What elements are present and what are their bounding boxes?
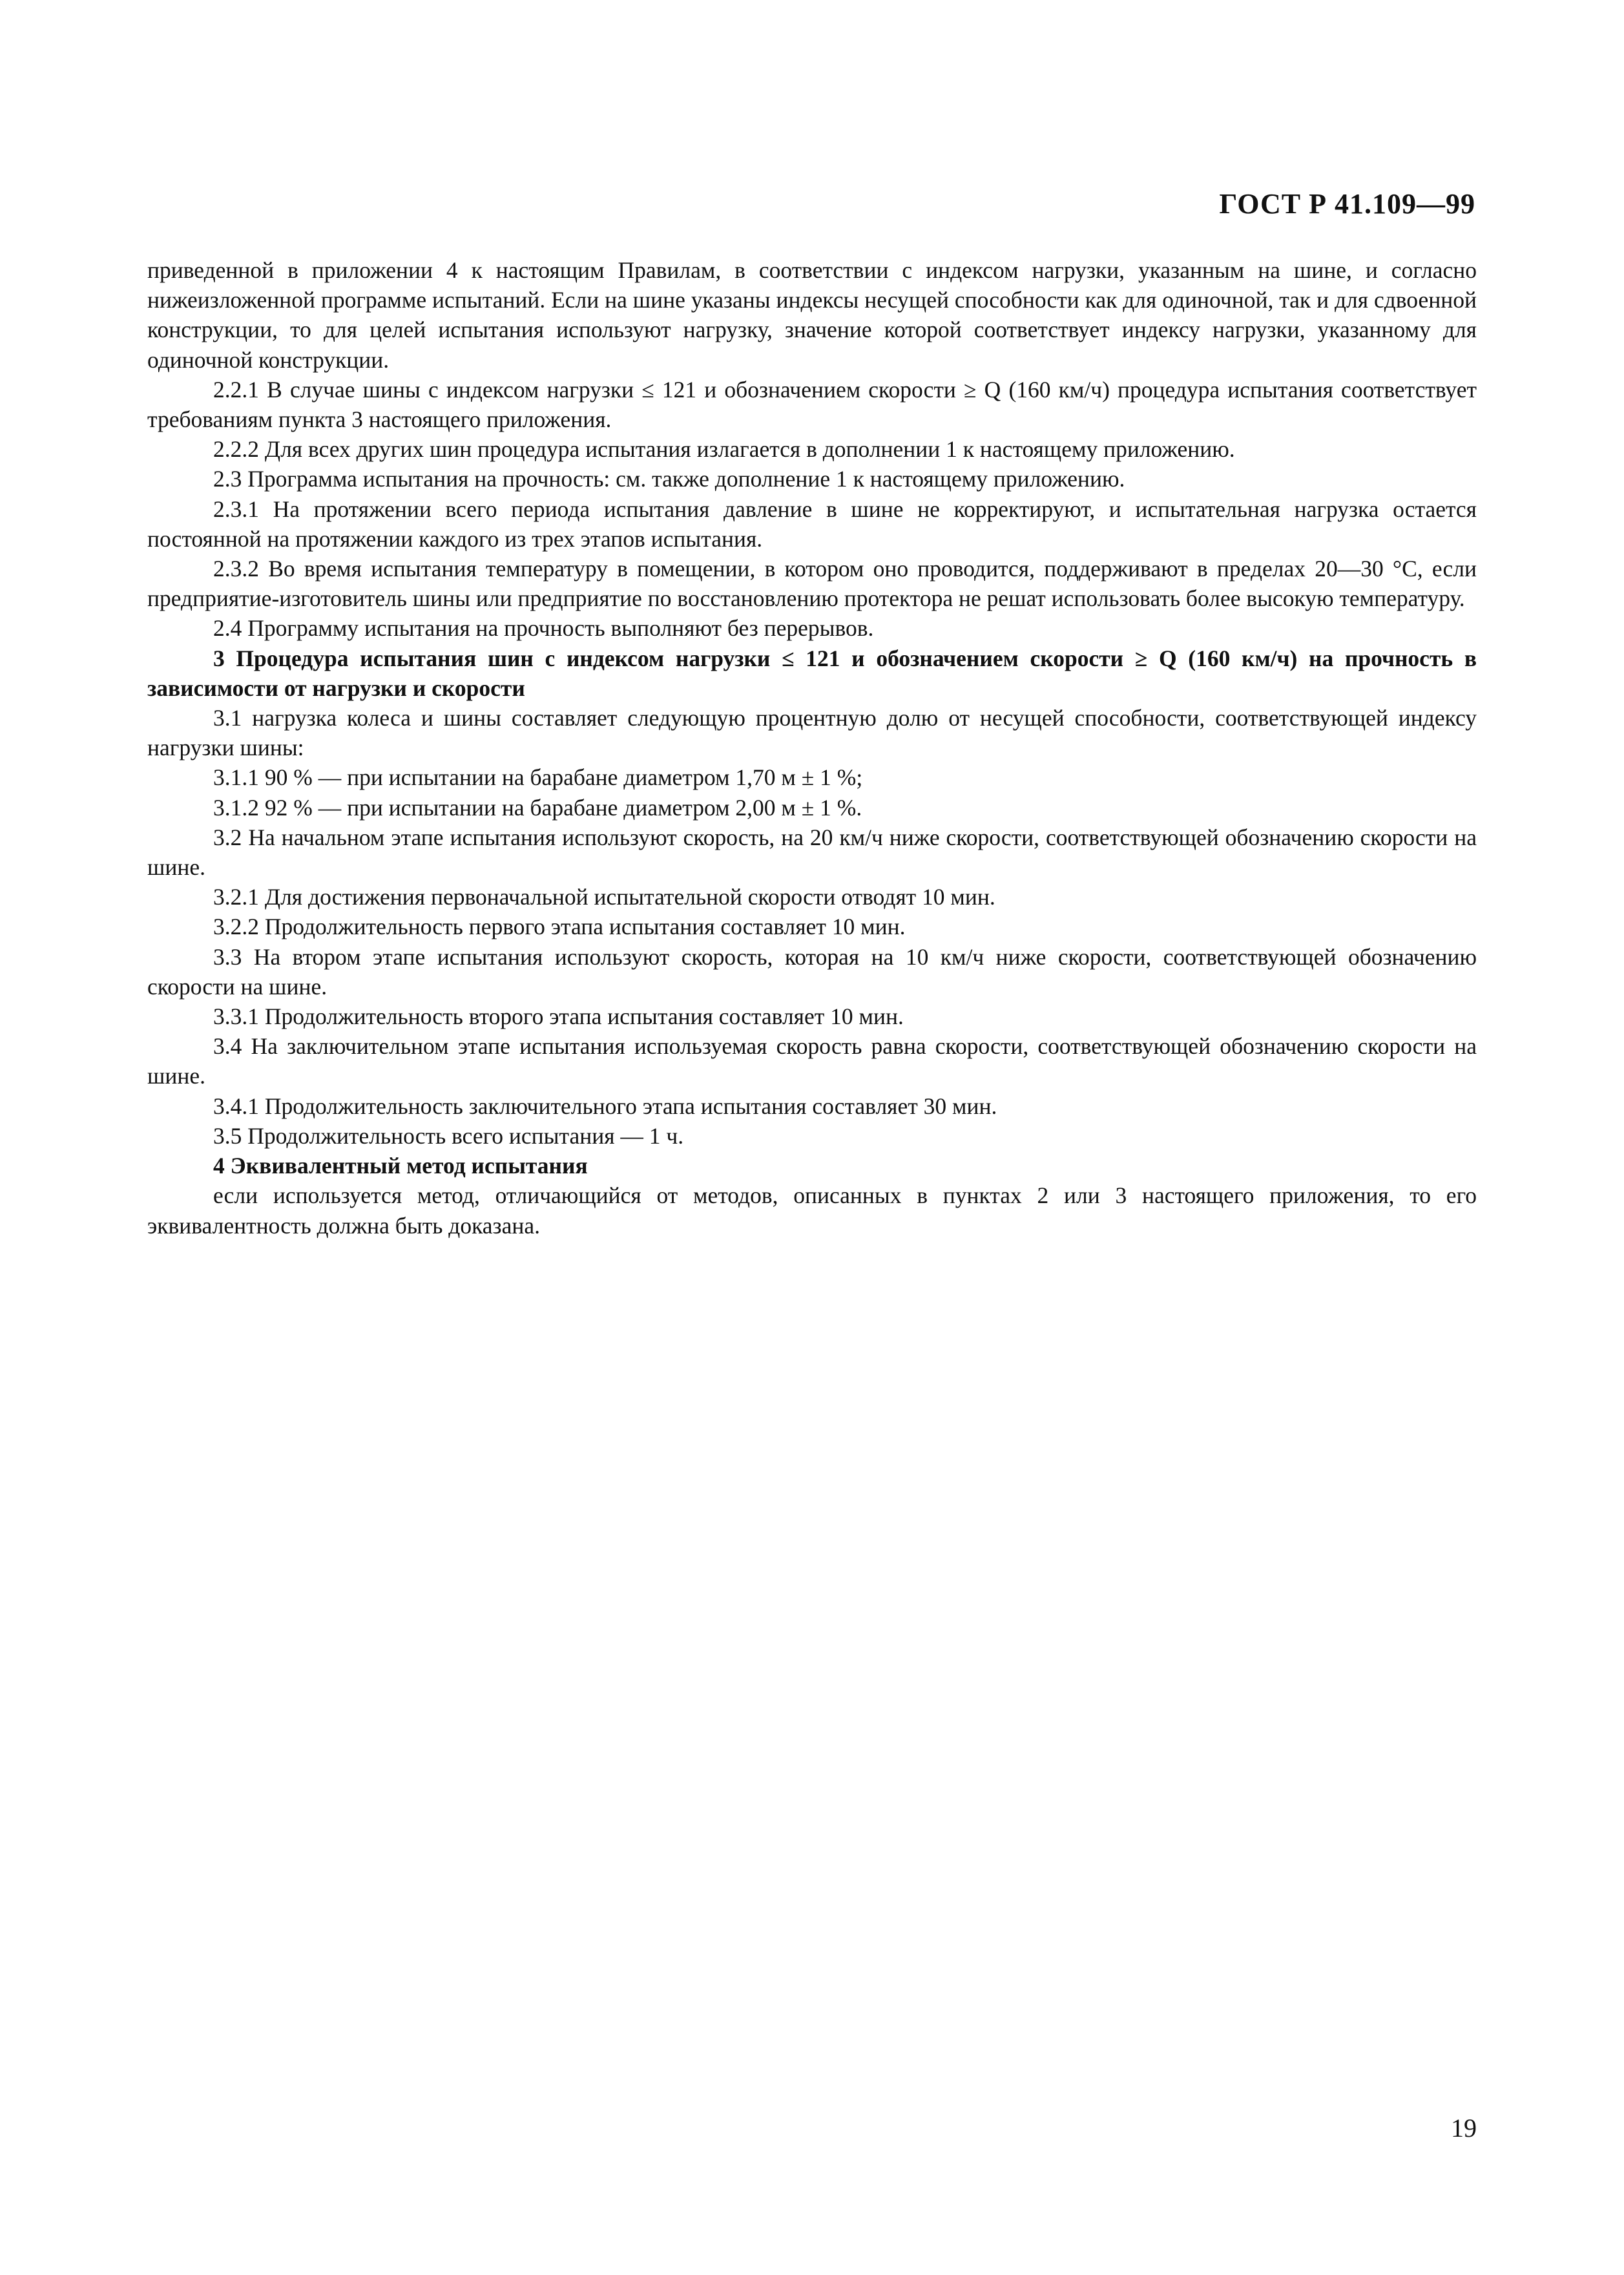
paragraph-3-3: 3.3 На втором этапе испытания используют скорость, которая на 10 км/ч ниже скорости, соответствующей обозначению скорости на шине.: [147, 943, 1477, 1000]
paragraph-2-4: 2.4 Программу испытания на прочность выполняют без перерывов.: [213, 615, 874, 642]
paragraph-3-2: 3.2 На начальном этапе испытания используют скорость, на 20 км/ч ниже скорости, соответствующей обозначению скорости на шине.: [147, 824, 1477, 881]
document-body: [147, 255, 1477, 1241]
paragraph-3-3-1: 3.3.1 Продолжительность второго этапа испытания составляет 10 мин.: [213, 1003, 904, 1030]
document-designation: ГОСТ Р 41.109—99: [1219, 188, 1475, 220]
paragraph-2-3-2: 2.3.2 Во время испытания температуру в помещении, в котором оно проводится, поддерживают в пределах 20—30 °С, если предприятие-изготовитель шины или предприятие по восстановлению протектора не решат использовать более высокую температуру.: [147, 556, 1477, 612]
paragraph-3-2-1: 3.2.1 Для достижения первоначальной испытательной скорости отводят 10 мин.: [213, 884, 995, 910]
paragraph-3-4-1: 3.4.1 Продолжительность заключительного этапа испытания составляет 30 мин.: [213, 1093, 997, 1119]
page-number: 19: [1451, 2113, 1477, 2143]
paragraph-3-2-2: 3.2.2 Продолжительность первого этапа испытания составляет 10 мин.: [213, 914, 906, 940]
paragraph-2-2-2: 2.2.2 Для всех других шин процедура испытания излагается в дополнении 1 к настоящему приложению.: [213, 436, 1235, 463]
paragraph-2-3-1: 2.3.1 На протяжении всего периода испытания давление в шине не корректируют, и испытательная нагрузка остается постоянной на протяжении каждого из трех этапов испытания.: [147, 496, 1477, 552]
paragraph-4-body: если используется метод, отличающийся от методов, описанных в пунктах 2 или 3 настоящего приложения, то его эквивалентность должна быть доказана.: [147, 1182, 1477, 1239]
paragraph-3-4: 3.4 На заключительном этапе испытания используемая скорость равна скорости, соответствующей обозначению скорости на шине.: [147, 1033, 1477, 1089]
paragraph-continuation: приведенной в приложении 4 к настоящим Правилам, в соответствии с индексом нагрузки, указанным на шине, и согласно нижеизложенной программе испытаний. Если на шине указаны индексы несущей способности как для одиночной, так и для сдвоенной конструкции, то для целей испытания используют нагрузку, значение которой соответствует индексу нагрузки, указанному для одиночной конструкции.: [147, 257, 1477, 373]
paragraph-2-2-1: 2.2.1 В случае шины с индексом нагрузки ≤ 121 и обозначением скорости ≥ Q (160 км/ч) процедура испытания соответствует требованиям пункта 3 настоящего приложения.: [147, 376, 1477, 433]
paragraph-2-3: 2.3 Программа испытания на прочность: см. также дополнение 1 к настоящему приложению.: [213, 466, 1125, 492]
paragraph-3-1: 3.1 нагрузка колеса и шины составляет следующую процентную долю от несущей способности, соответствующей индексу нагрузки шины:: [147, 705, 1477, 761]
paragraph-3-5: 3.5 Продолжительность всего испытания — 1 ч.: [213, 1122, 684, 1149]
section-4-heading: 4 Эквивалентный метод испытания: [213, 1153, 588, 1179]
section-3-heading: 3 Процедура испытания шин с индексом нагрузки ≤ 121 и обозначением скорости ≥ Q (160 км/ч) на прочность в зависимости от нагрузки и скорости: [147, 645, 1477, 701]
paragraph-3-1-1: 3.1.1 90 % — при испытании на барабане диаметром 1,70 м ± 1 %;: [213, 764, 863, 791]
paragraph-3-1-2: 3.1.2 92 % — при испытании на барабане диаметром 2,00 м ± 1 %.: [213, 794, 862, 821]
